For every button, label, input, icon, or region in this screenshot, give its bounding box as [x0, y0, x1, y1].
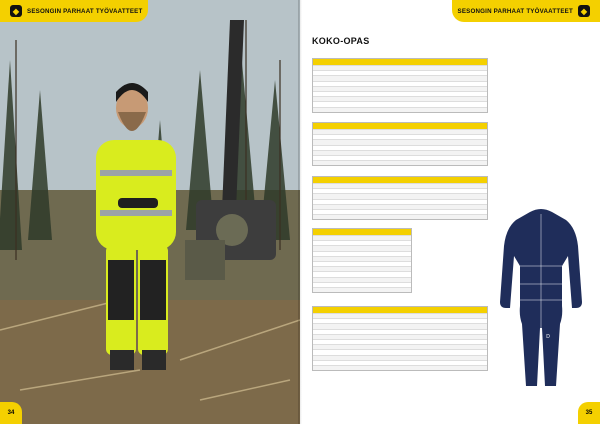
table-row: [313, 251, 411, 256]
measure-marker-d: D: [546, 334, 550, 340]
table-row: [313, 96, 487, 101]
table-row: [313, 81, 487, 86]
table-row: [313, 86, 487, 91]
table-row: [313, 235, 411, 240]
table-row: [313, 155, 487, 160]
table-row: [313, 277, 411, 282]
table-row: [313, 287, 411, 292]
table-row: [313, 91, 487, 96]
size-table: [312, 58, 488, 113]
measure-marker-b: B: [564, 278, 568, 284]
table-row: [313, 360, 487, 365]
section-header-tab: [0, 0, 148, 22]
table-row: [313, 334, 487, 339]
size-table: [312, 306, 488, 371]
table-row: [313, 65, 487, 70]
table-row: [313, 134, 487, 139]
table-row: [313, 282, 411, 287]
table-row: [313, 129, 487, 134]
section-header-tab: [452, 0, 600, 22]
table-row: [313, 193, 487, 198]
spine-gutter: [298, 0, 302, 424]
brand-logo-icon: ◆: [10, 5, 22, 17]
table-row: [313, 271, 411, 276]
table-row: [313, 150, 487, 155]
table-row: [313, 214, 487, 219]
table-row: [313, 318, 487, 323]
table-row: [313, 107, 487, 112]
page-number: 34: [0, 402, 22, 424]
table-row: [313, 329, 487, 334]
page-number: 35: [578, 402, 600, 424]
coverall-measurement-figure: [496, 206, 586, 392]
size-table: [312, 176, 488, 220]
measure-marker-c: C: [564, 294, 568, 300]
section-title: SESONGIN PARHAAT TYÖVAATTEET: [457, 7, 573, 15]
table-row: [313, 261, 411, 266]
table-row: [313, 240, 411, 245]
table-row: [313, 349, 487, 354]
table-row: [313, 188, 487, 193]
table-row: [313, 355, 487, 360]
size-table: [312, 228, 412, 293]
size-table: [312, 122, 488, 166]
table-row: [313, 365, 487, 370]
table-row: [313, 256, 411, 261]
table-row: [313, 209, 487, 214]
page-title: KOKO-OPAS: [312, 36, 370, 46]
measure-marker-a: A: [564, 260, 568, 266]
section-title: SESONGIN PARHAAT TYÖVAATTEET: [27, 7, 143, 15]
table-row: [313, 145, 487, 150]
table-row: [313, 204, 487, 209]
table-row: [313, 339, 487, 344]
table-row: [313, 160, 487, 165]
table-row: [313, 266, 411, 271]
table-row: [313, 70, 487, 75]
brand-logo-icon: ◆: [578, 5, 590, 17]
table-row: [313, 245, 411, 250]
right-page: [300, 0, 600, 424]
table-row: [313, 183, 487, 188]
table-row: [313, 313, 487, 318]
table-row: [313, 344, 487, 349]
table-row: [313, 139, 487, 144]
table-row: [313, 323, 487, 328]
table-row: [313, 75, 487, 80]
table-row: [313, 199, 487, 204]
table-row: [313, 101, 487, 106]
